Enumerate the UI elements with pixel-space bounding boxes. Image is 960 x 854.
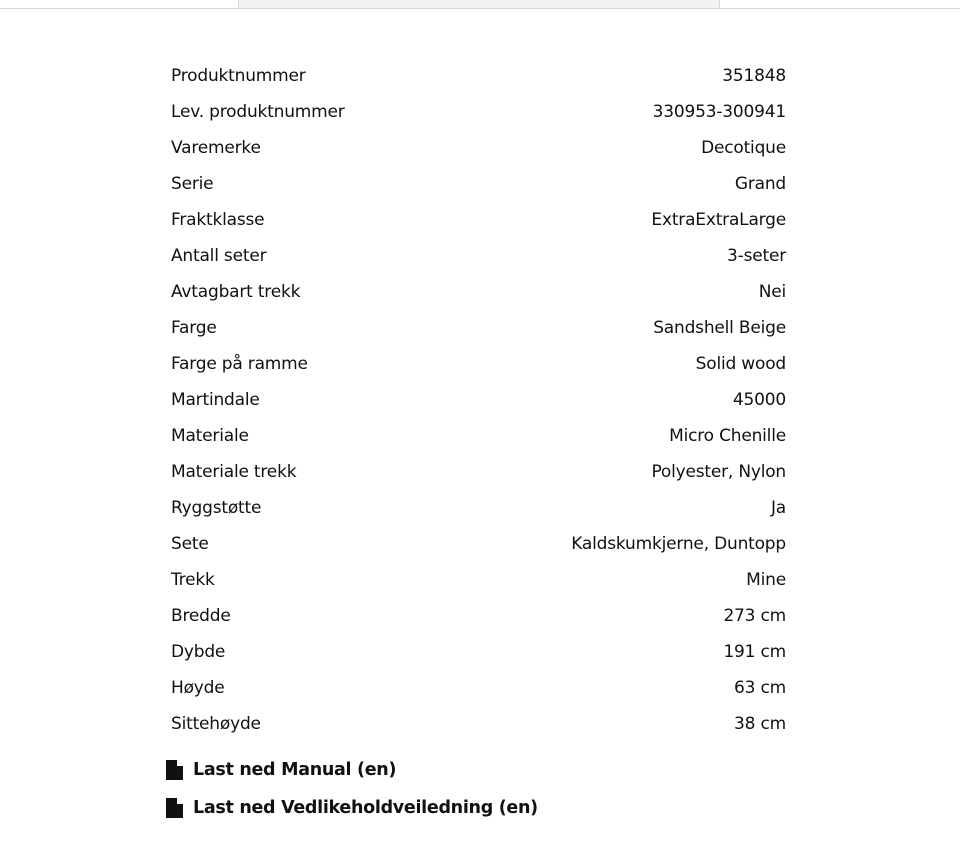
spec-label: Fraktklasse bbox=[171, 210, 265, 230]
tab-left[interactable] bbox=[0, 0, 238, 9]
spec-label: Farge bbox=[171, 318, 217, 338]
spec-value: 351848 bbox=[722, 66, 786, 86]
spec-value: 330953-300941 bbox=[652, 102, 786, 122]
spec-row bbox=[171, 382, 786, 418]
spec-label: Høyde bbox=[171, 678, 225, 698]
spec-label: Farge på ramme bbox=[171, 354, 308, 374]
spec-row bbox=[171, 706, 786, 742]
tab-right[interactable] bbox=[720, 0, 960, 9]
spec-row bbox=[171, 166, 786, 202]
spec-row bbox=[171, 526, 786, 562]
spec-row bbox=[171, 94, 786, 130]
document-icon bbox=[165, 798, 183, 818]
spec-row bbox=[171, 58, 786, 94]
spec-value: 3-seter bbox=[727, 246, 786, 266]
spec-label: Antall seter bbox=[171, 246, 267, 266]
download-manual-link[interactable] bbox=[165, 751, 538, 789]
spec-row bbox=[171, 310, 786, 346]
spec-label: Ryggstøtte bbox=[171, 498, 262, 518]
spec-label: Martindale bbox=[171, 390, 260, 410]
spec-label: Lev. produktnummer bbox=[171, 102, 345, 122]
spec-row bbox=[171, 562, 786, 598]
spec-label: Dybde bbox=[171, 642, 226, 662]
spec-value: 63 cm bbox=[734, 678, 786, 698]
spec-label: Materiale bbox=[171, 426, 249, 446]
spec-table bbox=[171, 58, 786, 742]
spec-value: 45000 bbox=[732, 390, 786, 410]
spec-label: Bredde bbox=[171, 606, 231, 626]
spec-label: Materiale trekk bbox=[171, 462, 297, 482]
spec-row bbox=[171, 418, 786, 454]
spec-value: 191 cm bbox=[723, 642, 786, 662]
download-maintenance-guide-label: Last ned Vedlikeholdveiledning (en) bbox=[193, 798, 538, 818]
tab-bar bbox=[0, 0, 960, 9]
spec-value: Polyester, Nylon bbox=[651, 462, 786, 482]
document-icon bbox=[165, 760, 183, 780]
spec-row bbox=[171, 598, 786, 634]
spec-label: Produktnummer bbox=[171, 66, 306, 86]
spec-label: Sittehøyde bbox=[171, 714, 261, 734]
download-list bbox=[165, 751, 538, 827]
spec-value: Micro Chenille bbox=[669, 426, 786, 446]
spec-value: Nei bbox=[758, 282, 786, 302]
spec-label: Trekk bbox=[171, 570, 215, 590]
spec-row bbox=[171, 634, 786, 670]
spec-value: 38 cm bbox=[734, 714, 786, 734]
spec-value: 273 cm bbox=[723, 606, 786, 626]
spec-row bbox=[171, 670, 786, 706]
download-maintenance-guide-link[interactable] bbox=[165, 789, 538, 827]
spec-row bbox=[171, 202, 786, 238]
spec-value: ExtraExtraLarge bbox=[651, 210, 786, 230]
spec-label: Avtagbart trekk bbox=[171, 282, 301, 302]
spec-value: Mine bbox=[746, 570, 786, 590]
spec-value: Solid wood bbox=[695, 354, 786, 374]
spec-value: Ja bbox=[770, 498, 786, 518]
spec-label: Varemerke bbox=[171, 138, 261, 158]
spec-label: Serie bbox=[171, 174, 214, 194]
spec-value: Decotique bbox=[701, 138, 786, 158]
spec-value: Grand bbox=[734, 174, 786, 194]
spec-value: Kaldskumkjerne, Duntopp bbox=[571, 534, 786, 554]
spec-row bbox=[171, 238, 786, 274]
download-manual-label: Last ned Manual (en) bbox=[193, 760, 397, 780]
spec-value: Sandshell Beige bbox=[653, 318, 786, 338]
spec-row bbox=[171, 130, 786, 166]
tab-active[interactable] bbox=[238, 0, 720, 9]
spec-row bbox=[171, 490, 786, 526]
spec-row bbox=[171, 274, 786, 310]
spec-row bbox=[171, 454, 786, 490]
spec-label: Sete bbox=[171, 534, 209, 554]
spec-row bbox=[171, 346, 786, 382]
